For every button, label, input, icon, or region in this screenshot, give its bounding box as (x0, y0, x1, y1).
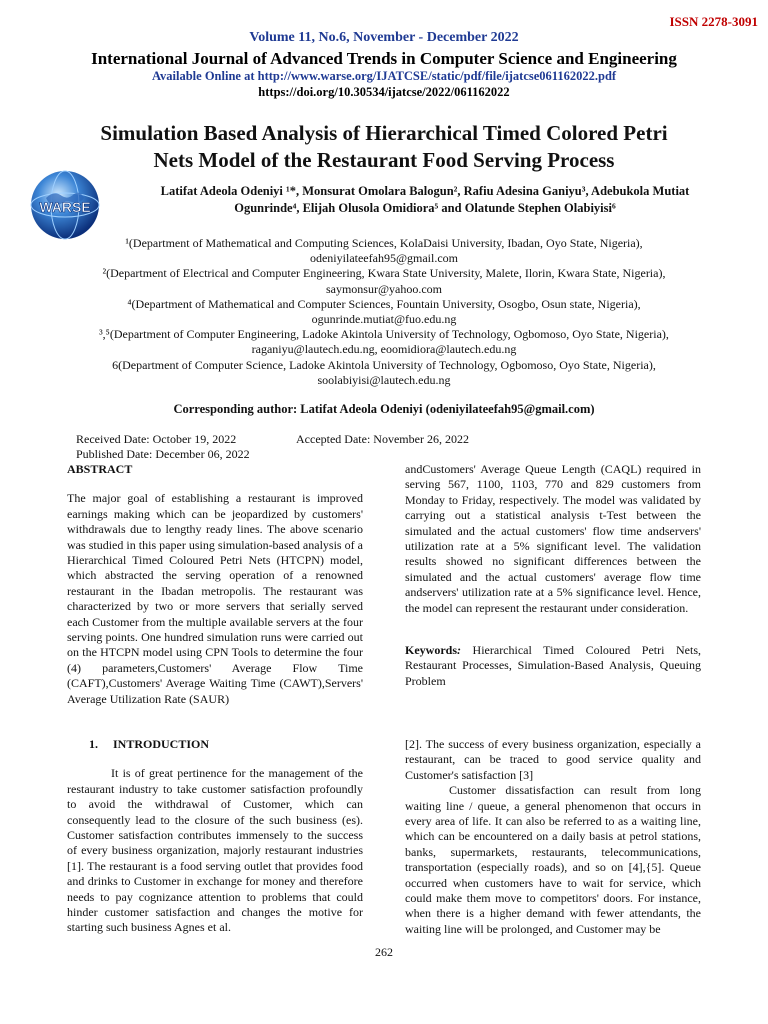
affiliations (60, 236, 708, 388)
introduction-heading: 1. INTRODUCTION (89, 737, 210, 751)
keywords-label: Keywords (405, 643, 457, 657)
volume-info: Volume 11, No.6, November - December 2022 (249, 30, 519, 45)
title-line-2: Nets Model of the Restaurant Food Serving Process (153, 148, 615, 172)
introduction-paragraph: [2]. The success of every business organization, especially a restaurant, can be traced to good service quality and Customer's satisfaction [3] (405, 737, 701, 782)
keywords (405, 643, 701, 689)
published-date: Published Date: December 06, 2022 (76, 447, 250, 461)
affiliation-email[interactable]: ogunrinde.mutiat@fuo.edu.ng (311, 312, 457, 327)
page-number: 262 (375, 945, 393, 959)
dates-row (76, 432, 696, 462)
abstract-continued: andCustomers' Average Queue Length (CAQL) required in serving 567, 1100, 1103, 770 and 829 customers from Monday to Friday, respectively. The model was validated by carrying out a statistical analysis t-Test between the simulated and the actual customers' flow time andservers' utilization rate at a 5% significant level. The validation results showed no significant differences between the simulated and the actual customers' average flow time andservers' utilization rate at a 5% significance level. Hence, the model can represent the restaurant under consideration. (405, 462, 701, 615)
issn: ISSN 2278-3091 (669, 14, 758, 29)
authors-line-1: Latifat Adeola Odeniyi ¹*, Monsurat Omolara Balogun², Rafiu Adesina Ganiyu³, Adebukola Mutiat (160, 184, 690, 198)
keywords-text: Hierarchical Timed Coloured Petri Nets, Restaurant Processes, Simulation-Based Analysis, Queuing Problem (405, 643, 701, 688)
received-date: Received Date: October 19, 2022 (76, 432, 237, 446)
introduction-paragraph: It is of great pertinence for the management of the restaurant industry to take customer satisfaction profoundly to avoid the withdrawal of Customer, which can consequently lead to the closure of the such business (es). Customer satisfaction contributes immensely to the success of every business organization, majorly restaurant industries [1]. The restaurant is a food serving outlet that provides food and drinks to Customer in exchange for money and therefore needs to pay cognizance attention to problems that could hinder customer satisfaction and changes the motive for starting such business Agnes et al. (67, 766, 363, 935)
authors (120, 183, 730, 217)
keywords-colon: : (457, 643, 461, 657)
affiliation-line: ²(Department of Electrical and Computer Engineering, Kwara State University, Malete, Ilorin, Kwara State, Nigeria), (102, 266, 666, 281)
logo-text: WARSE (39, 199, 91, 215)
affiliation-email[interactable]: saymonsur@yahoo.com (325, 281, 443, 296)
online-link[interactable]: Available Online at http://www.warse.org/IJATCSE/static/pdf/file/ijatcse061162022.pdf (151, 69, 617, 83)
globe-logo-icon (28, 168, 102, 242)
introduction-continued (405, 737, 701, 937)
affiliation-email[interactable]: odeniyilateefah95@gmail.com (309, 251, 458, 266)
abstract-heading: ABSTRACT (67, 462, 133, 476)
affiliation-line: ³,⁵(Department of Computer Engineering, Ladoke Akintola University of Technology, Ogbomoso, Oyo State, Nigeria), (99, 327, 669, 342)
affiliation-email[interactable]: raganiyu@lautech.edu.ng, eoomidiora@lautech.edu.ng (251, 342, 517, 357)
introduction-section (67, 737, 363, 936)
authors-line-2: Ogunrinde⁴, Elijah Olusola Omidiora⁵ and Olatunde Stephen Olabiyisi⁶ (234, 201, 616, 215)
title-line-1: Simulation Based Analysis of Hierarchical Timed Colored Petri (100, 121, 668, 145)
affiliation-line: ¹(Department of Mathematical and Computing Sciences, KolaDaisi University, Ibadan, Oyo State, Nigeria), (125, 236, 643, 250)
abstract-section (67, 462, 363, 707)
doi-link[interactable]: https://doi.org/10.30534/ijatcse/2022/061162022 (258, 85, 510, 99)
abstract-body: The major goal of establishing a restaurant is improved earnings making which can be jeopardized by customers' withdrawals due to lengthy ready lines. The above scenario was studied in this paper using simulation-based analysis of a Hierarchical Timed Coloured Petri Nets (HTCPN) model, which abstracted the serving operation of a renowned restaurant in the Ibadan metropolis. The restaurant was characterized by two or more servers that serially served each Customer from the multiple available servers at the four serving points. One hundred simulation runs were carried out on the HTCPN model using CPN Tools to determine the four (4) parameters,Customers' Average Flow Time (CAFT),Customers' Average Waiting Time (CAWT),Servers' Average Utilization Rate (SAUR) (67, 491, 363, 706)
journal-name: International Journal of Advanced Trends in Computer Science and Engineering (91, 49, 677, 68)
accepted-date: Accepted Date: November 26, 2022 (296, 432, 469, 446)
introduction-paragraph: Customer dissatisfaction can result from long waiting line / queue, a general phenomenon that occurs in every area of life. It can also be referred to as a waiting line, which can be encountered on a daily basis at petrol stations, banks, supermarkets, restaurants, telecommunications, transportation (especially roads), and so on [4],{5]. Queue occurred when customers have to wait for service, which could make them move to competitors' doors. For instance, when there is a higher demand with fewer attendants, the waiting line will be prolonged, and Customer may be (405, 783, 701, 936)
affiliation-line: 6(Department of Computer Science, Ladoke Akintola University of Technology, Ogbomoso, Oyo State, Nigeria), (112, 357, 656, 372)
affiliation-email[interactable]: soolabiyisi@lautech.edu.ng (317, 372, 451, 387)
paper-title (40, 120, 728, 174)
affiliation-line: ⁴(Department of Mathematical and Computer Sciences, Fountain University, Osogbo, Osun state, Nigeria), (127, 296, 641, 311)
corresponding-author: Corresponding author: Latifat Adeola Odeniyi (odeniyilateefah95@gmail.com) (173, 402, 595, 416)
